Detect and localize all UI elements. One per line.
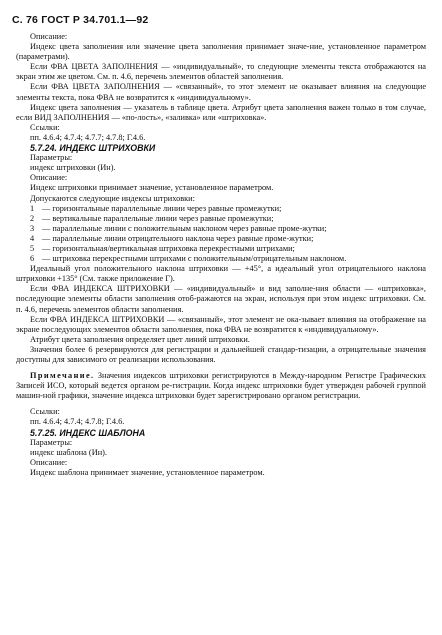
list-item: 5 — горизонтальная/вертикальная штриховка перекрестными штрихами; [30,243,295,253]
references-list: пп. 4.6.4; 4.7.4; 4.7.7; 4.7.8; Г.4.6. [30,132,146,142]
note-paragraph [16,371,426,401]
paragraph: Значения более 6 резервируются для регистрации и дальнейшей стандар-тизации, а отрицательные значения доступны для зависимого от реализации использования. [16,344,426,364]
paragraph: Если ФВА ЦВЕТА ЗАПОЛНЕНИЯ — «индивидуальный», то следующие элементы текста отображаются на экран этим же цветом. См. п. 4.6, перечень элементов областей заполнения. [16,62,426,82]
paragraph: Атрибут цвета заполнения определяет цвет линий штриховки. [30,334,250,344]
description-label: Описание: [30,173,68,183]
paragraph: Допускаются следующие индексы штриховки: [30,193,195,203]
paragraph: Если ФВА ИНДЕКСА ШТРИХОВКИ — «индивидуальный» и вид заполне-ния области — «штриховка», последующие элементы области заполнения отоб-ражаются на экран, используя при этом индекс штриховки. См. п. 4.6, перечень элементов области заполнения. [16,284,426,314]
paragraph: Если ФВА ЦВЕТА ЗАПОЛНЕНИЯ — «связанный», то этот элемент не оказывает влияния на следующие элементы текста, пока ФВА не возвратится к «индивидуальному». [16,82,426,102]
parameter-item: индекс штриховки (Ин). [30,163,116,173]
description-label: Описание: [30,32,68,41]
list-item: 3 — параллельные линии с положительным наклоном через равные проме-жутки; [30,223,327,233]
references-list: пп. 4.6.4; 4.7.4; 4.7.8; Г.4.6. [30,417,125,427]
parameter-item: индекс шаблона (Ин). [30,447,107,457]
section-heading-5-7-24: 5.7.24. ИНДЕКС ШТРИХОВКИ [30,143,156,154]
paragraph: Индекс цвета заполнения — указатель в таблице цвета. Атрибут цвета заполнения важен только в том случае, если ВИД ЗАПОЛНЕНИЯ — «по-лость», «заливка» или «штриховка». [16,102,426,122]
page-header: С. 76 ГОСТ Р 34.701.1—92 [12,14,149,26]
parameters-label: Параметры: [30,153,73,163]
list-item: 2 — вертикальные параллельные линии через равные промежутки; [30,213,274,223]
description-label: Описание: [30,457,68,467]
paragraph: Идеальный угол положительного наклона штриховки — +45°, а идеальный угол отрицательного наклона штриховки +135° (См. также приложение Г). [16,264,426,284]
list-item: 1 — горизонтальные параллельные линии через равные промежутки; [30,203,282,213]
list-item: 4 — параллельные линии отрицательного наклона через равные проме-жутки; [30,233,314,243]
note-text: Значения индексов штриховки регистрируются в Между-народном Регистре Графических Записей ИСО, который ведется органом ре-гистрации. Когда индекс штриховки будет утвержден рабочей группой машин-ной графики, значение индекса штриховки будет зарегистрировано органом регистрации. [16,371,426,401]
note-label: Примечание. [30,371,95,381]
section-heading-5-7-25: 5.7.25. ИНДЕКС ШАБЛОНА [30,427,146,438]
paragraph: Индекс цвета заполнения или значение цвета заполнения принимает значе-ние, установленное параметром (параметрами). [16,42,426,62]
document-body [16,32,426,478]
paragraph: Индекс шаблона принимает значение, установленное параметром. [30,467,265,477]
references-label: Ссылки: [30,122,60,132]
paragraph: Если ФВА ИНДЕКСА ШТРИХОВКИ — «связанный», этот элемент не ока-зывает влияния на отображение на экране последующих элементов области заполнения, пока ФВА не возвратится к «индивидуальному». [16,314,426,334]
list-item: 6 — штриховка перекрестными штрихами с положительным/отрицательным наклоном. [30,254,347,264]
references-label: Ссылки: [30,407,60,417]
parameters-label: Параметры: [30,437,73,447]
paragraph: Индекс штриховки принимает значение, установленное параметром. [30,183,274,193]
